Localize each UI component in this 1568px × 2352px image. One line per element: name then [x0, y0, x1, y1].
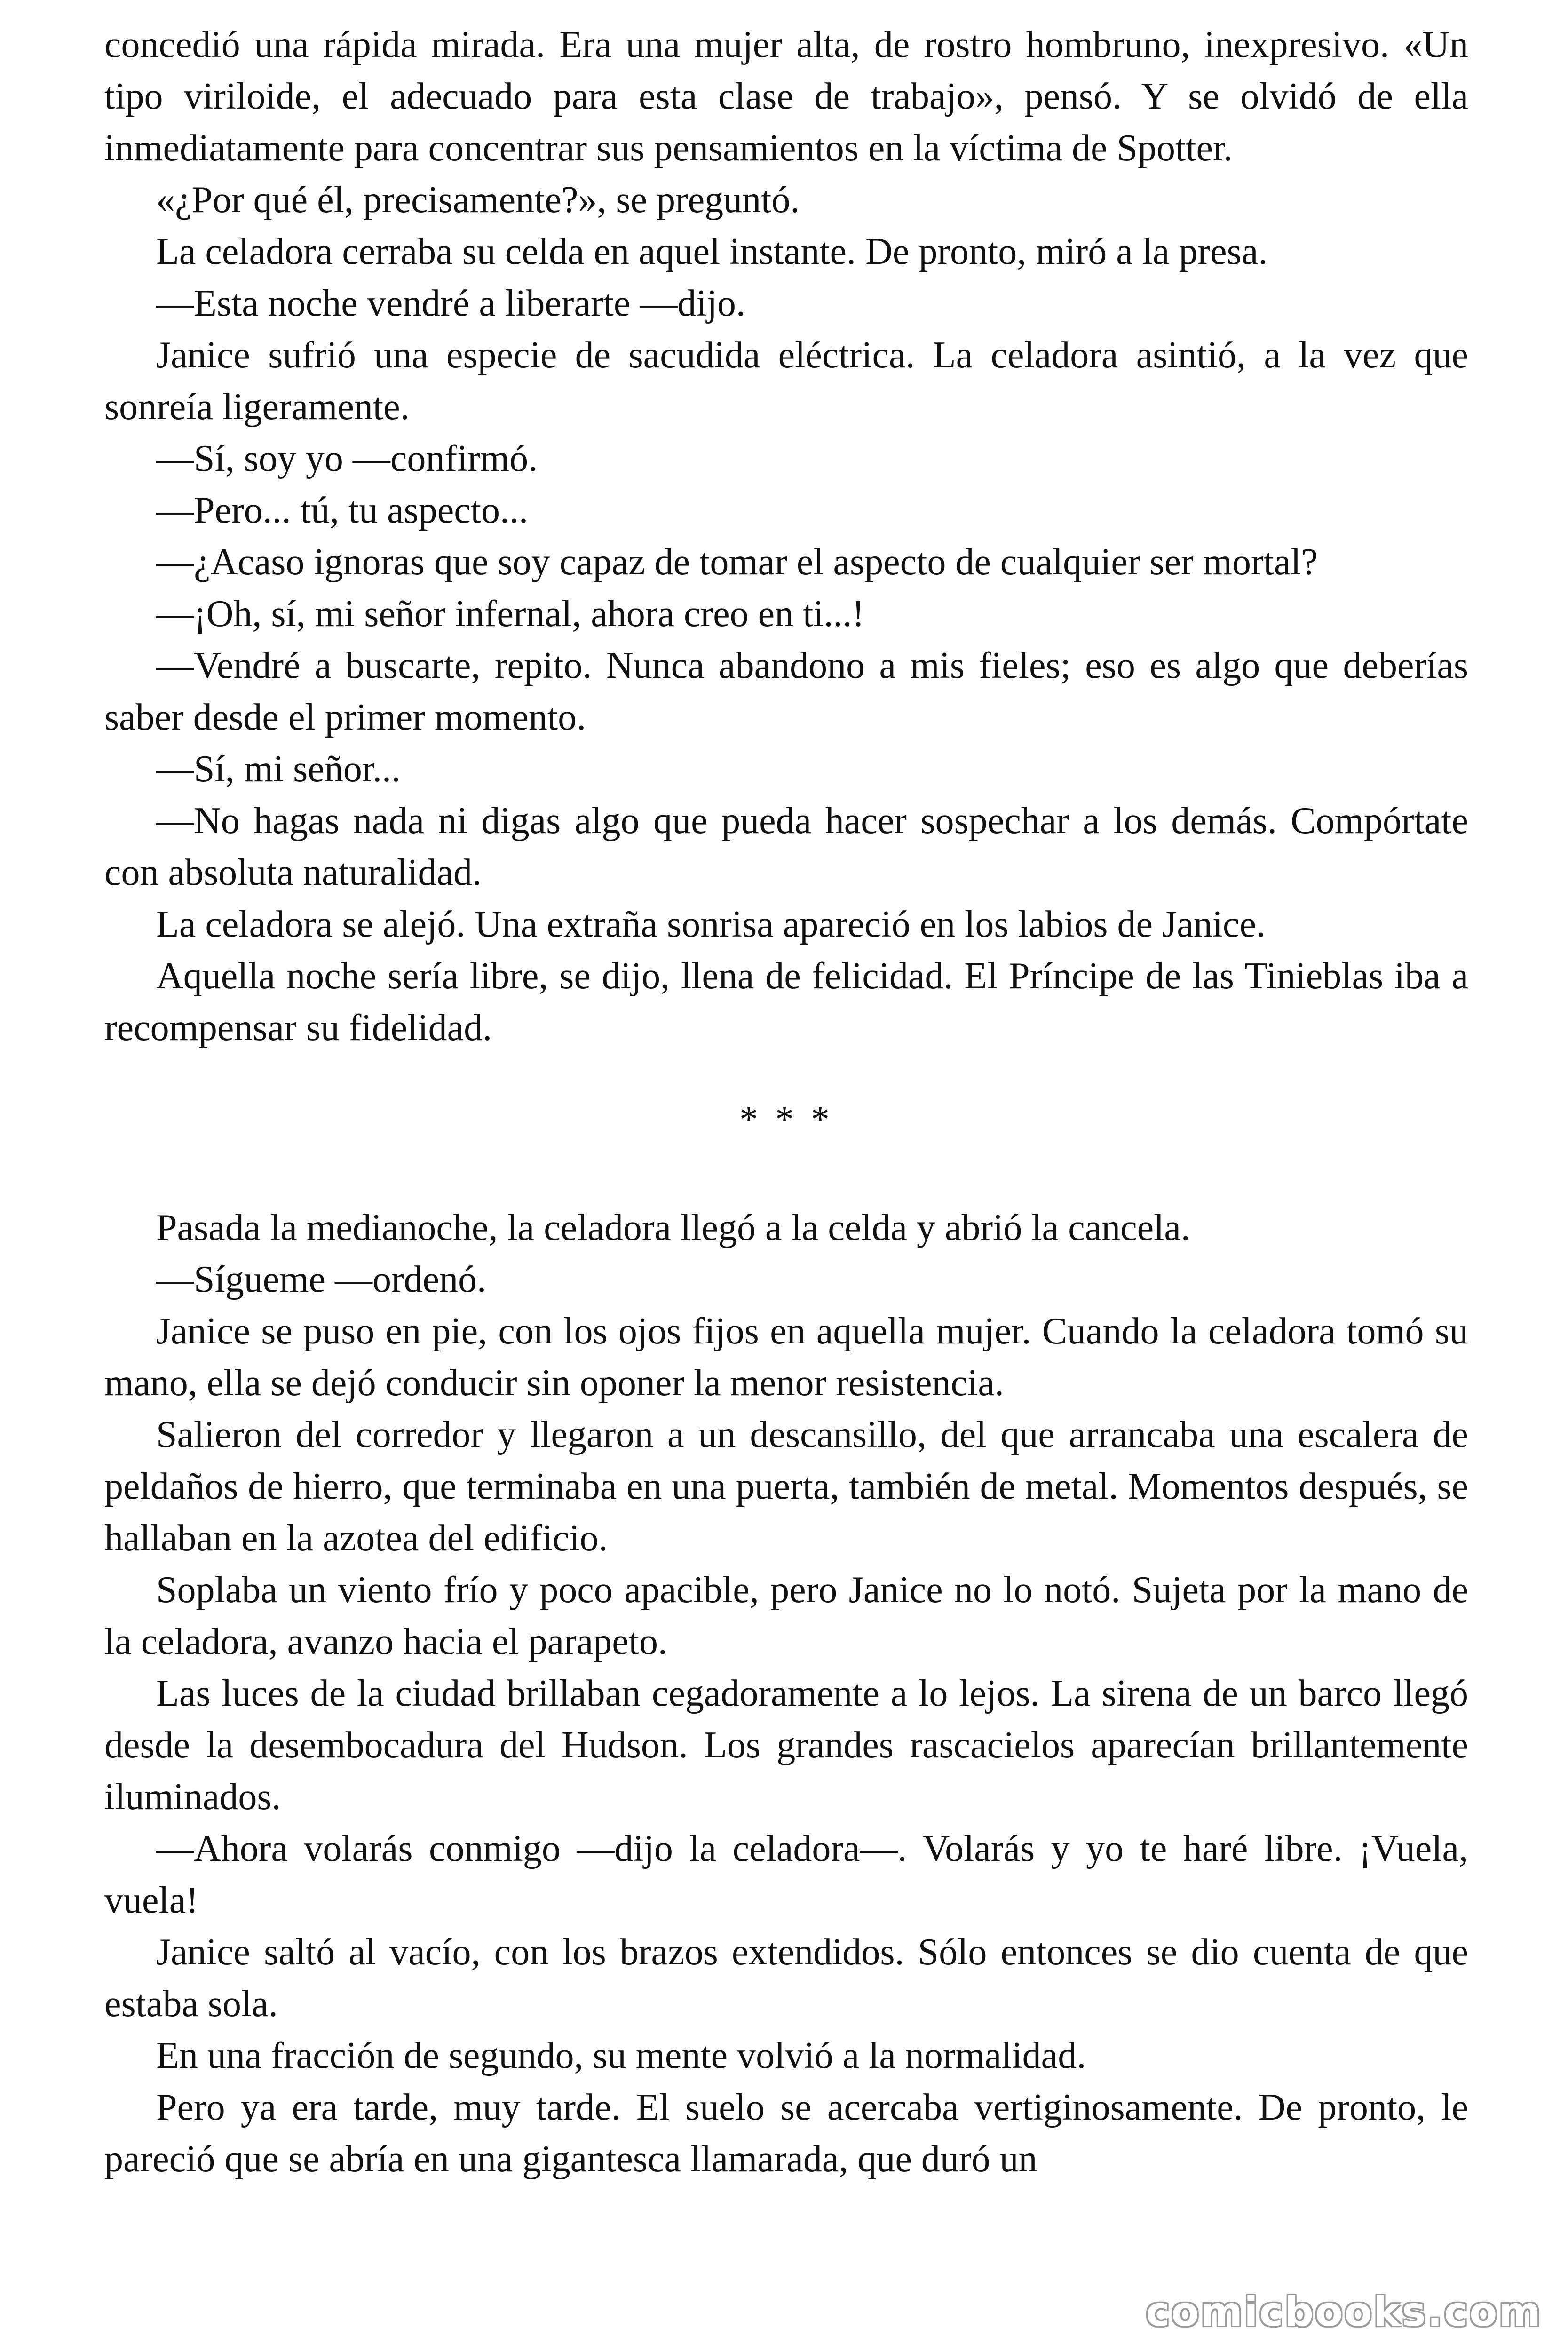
paragraph-3: La celadora cerraba su celda en aquel instante. De pronto, miró a la presa.: [156, 231, 1268, 272]
paragraph-21: —Ahora volarás conmigo —dijo la celadora—. Volarás y yo te haré libre. ¡Vuela, vuela!: [104, 1828, 1468, 1921]
paragraph-22: Janice saltó al vacío, con los brazos extendidos. Sólo entonces se dio cuenta de que estaba sola.: [104, 1931, 1468, 2025]
paragraph-2: «¿Por qué él, precisamente?», se preguntó.: [156, 179, 800, 221]
paragraph-17: Janice se puso en pie, con los ojos fijos en aquella mujer. Cuando la celadora tomó su mano, ella se dejó conducir sin oponer la menor resistencia.: [104, 1311, 1468, 1404]
paragraph-13: La celadora se alejó. Una extraña sonrisa apareció en los labios de Janice.: [156, 904, 1266, 945]
paragraph-7: —Pero... tú, tu aspecto...: [156, 490, 528, 531]
scene-break: * * *: [739, 1099, 833, 1140]
paragraph-1: concedió una rápida mirada. Era una mujer alta, de rostro hombruno, inexpresivo. «Un tipo viriloide, el adecuado para esta clase de trabajo», pensó. Y se olvidó de ella inmediatamente para concentrar sus pensamientos en la víctima de Spotter.: [104, 24, 1468, 169]
paragraph-20: Las luces de la ciudad brillaban cegadoramente a lo lejos. La sirena de un barco llegó desde la desembocadura del Hudson. Los grandes rascacielos aparecían brillantemente iluminados.: [104, 1673, 1468, 1818]
paragraph-19: Soplaba un viento frío y poco apacible, pero Janice no lo notó. Sujeta por la mano de la celadora, avanzo hacia el parapeto.: [104, 1569, 1468, 1662]
paragraph-5: Janice sufrió una especie de sacudida eléctrica. La celadora asintió, a la vez que sonreía ligeramente.: [104, 334, 1468, 428]
paragraph-18: Salieron del corredor y llegaron a un descansillo, del que arrancaba una escalera de peldaños de hierro, que terminaba en una puerta, también de metal. Momentos después, se hallaban en la azotea del edificio.: [104, 1414, 1468, 1559]
paragraph-12: —No hagas nada ni digas algo que pueda hacer sospechar a los demás. Compórtate con absoluta naturalidad.: [104, 800, 1468, 893]
paragraph-24: Pero ya era tarde, muy tarde. El suelo se acercaba vertiginosamente. De pronto, le pareció que se abría en una gigantesca llamarada, que duró un: [104, 2087, 1468, 2180]
paragraph-10: —Vendré a buscarte, repito. Nunca abandono a mis fieles; eso es algo que deberías saber desde el primer momento.: [104, 645, 1468, 738]
paragraph-4: —Esta noche vendré a liberarte —dijo.: [156, 283, 745, 324]
book-page: [104, 19, 1468, 2185]
paragraph-14: Aquella noche sería libre, se dijo, llena de felicidad. El Príncipe de las Tinieblas iba a recompensar su fidelidad.: [104, 955, 1468, 1049]
paragraph-23: En una fracción de segundo, su mente volvió a la normalidad.: [156, 2035, 1086, 2076]
paragraph-11: —Sí, mi señor...: [156, 748, 401, 790]
watermark-logo: comicbooks.com: [1146, 2288, 1542, 2336]
paragraph-16: —Sígueme —ordenó.: [156, 1259, 487, 1300]
paragraph-6: —Sí, soy yo —confirmó.: [156, 438, 538, 479]
paragraph-15: Pasada la medianoche, la celadora llegó a la celda y abrió la cancela.: [156, 1207, 1190, 1248]
paragraph-8: —¿Acaso ignoras que soy capaz de tomar el aspecto de cualquier ser mortal?: [156, 541, 1318, 583]
paragraph-9: —¡Oh, sí, mi señor infernal, ahora creo en ti...!: [156, 593, 865, 635]
